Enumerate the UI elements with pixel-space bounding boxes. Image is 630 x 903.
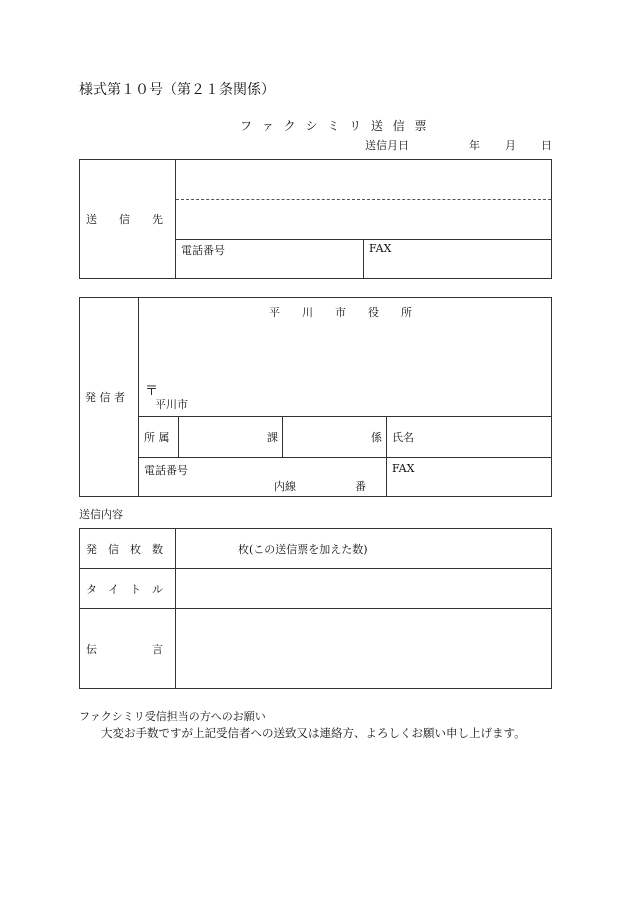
recipient-phone-label: 電話番号 [181,243,225,257]
month-label: 月 [505,139,516,152]
section-label: 課 [267,431,278,444]
pages-note: 枚(この送信票を加えた数) [238,542,368,556]
sender-table [79,297,552,497]
message-label: 伝 言 [86,642,163,656]
content-section-label: 送信内容 [79,508,123,521]
form-id: 様式第１０号（第２１条関係） [79,82,275,98]
content-table [79,528,552,689]
sender-phone-label: 電話番号 [144,464,188,477]
subsection-field[interactable] [283,417,387,458]
sender-label: 発 信 者 [85,391,125,404]
subsection-label: 係 [371,431,382,444]
recipient-label: 送 信 先 [86,213,163,226]
recipient-label-cell [80,160,176,279]
sender-fax-field[interactable] [387,458,552,497]
sender-fax-label: FAX [392,462,415,475]
affiliation-label: 所 属 [144,431,170,444]
office-name: 平 川 市 役 所 [269,306,412,319]
day-label: 日 [541,139,552,152]
section-field[interactable] [179,417,283,458]
title-label: タ イ ト ル [86,582,163,596]
name-field[interactable] [387,417,552,458]
recipient-fax-field[interactable] [364,239,552,278]
message-field[interactable] [176,609,552,689]
send-date-label: 送信月日 [365,139,409,152]
postal-mark: 〒 [145,384,159,399]
year-label: 年 [469,139,480,152]
notice-body: 大変お手数ですが上記受信者への送致又は連絡方、よろしくお願い申し上げます。 [101,726,526,740]
sender-label-cell [80,298,139,497]
title-label-cell [80,569,176,609]
document-title: フ ァ ク シ ミ リ 送 信 票 [240,119,430,133]
sender-city: 平川市 [155,398,188,411]
recipient-name-field[interactable] [176,160,552,240]
send-date-row [365,137,551,151]
sender-phone-field[interactable] [139,458,387,497]
pages-label-cell [80,529,176,569]
extension-suffix: 番 [355,480,366,493]
title-field[interactable] [176,569,552,609]
affiliation-label-cell [139,417,179,458]
sender-office-cell [139,298,552,417]
recipient-fax-label: FAX [369,241,392,255]
recipient-dashed-divider [176,199,551,200]
name-label: 氏名 [392,431,414,444]
recipient-phone-field[interactable] [176,239,364,278]
extension-label: 内線 [274,480,296,493]
recipient-table [79,159,552,279]
pages-field[interactable] [176,529,552,569]
message-label-cell [80,609,176,689]
notice-heading: ファクシミリ受信担当の方へのお願い [79,710,266,723]
pages-label: 発 信 枚 数 [86,542,163,556]
